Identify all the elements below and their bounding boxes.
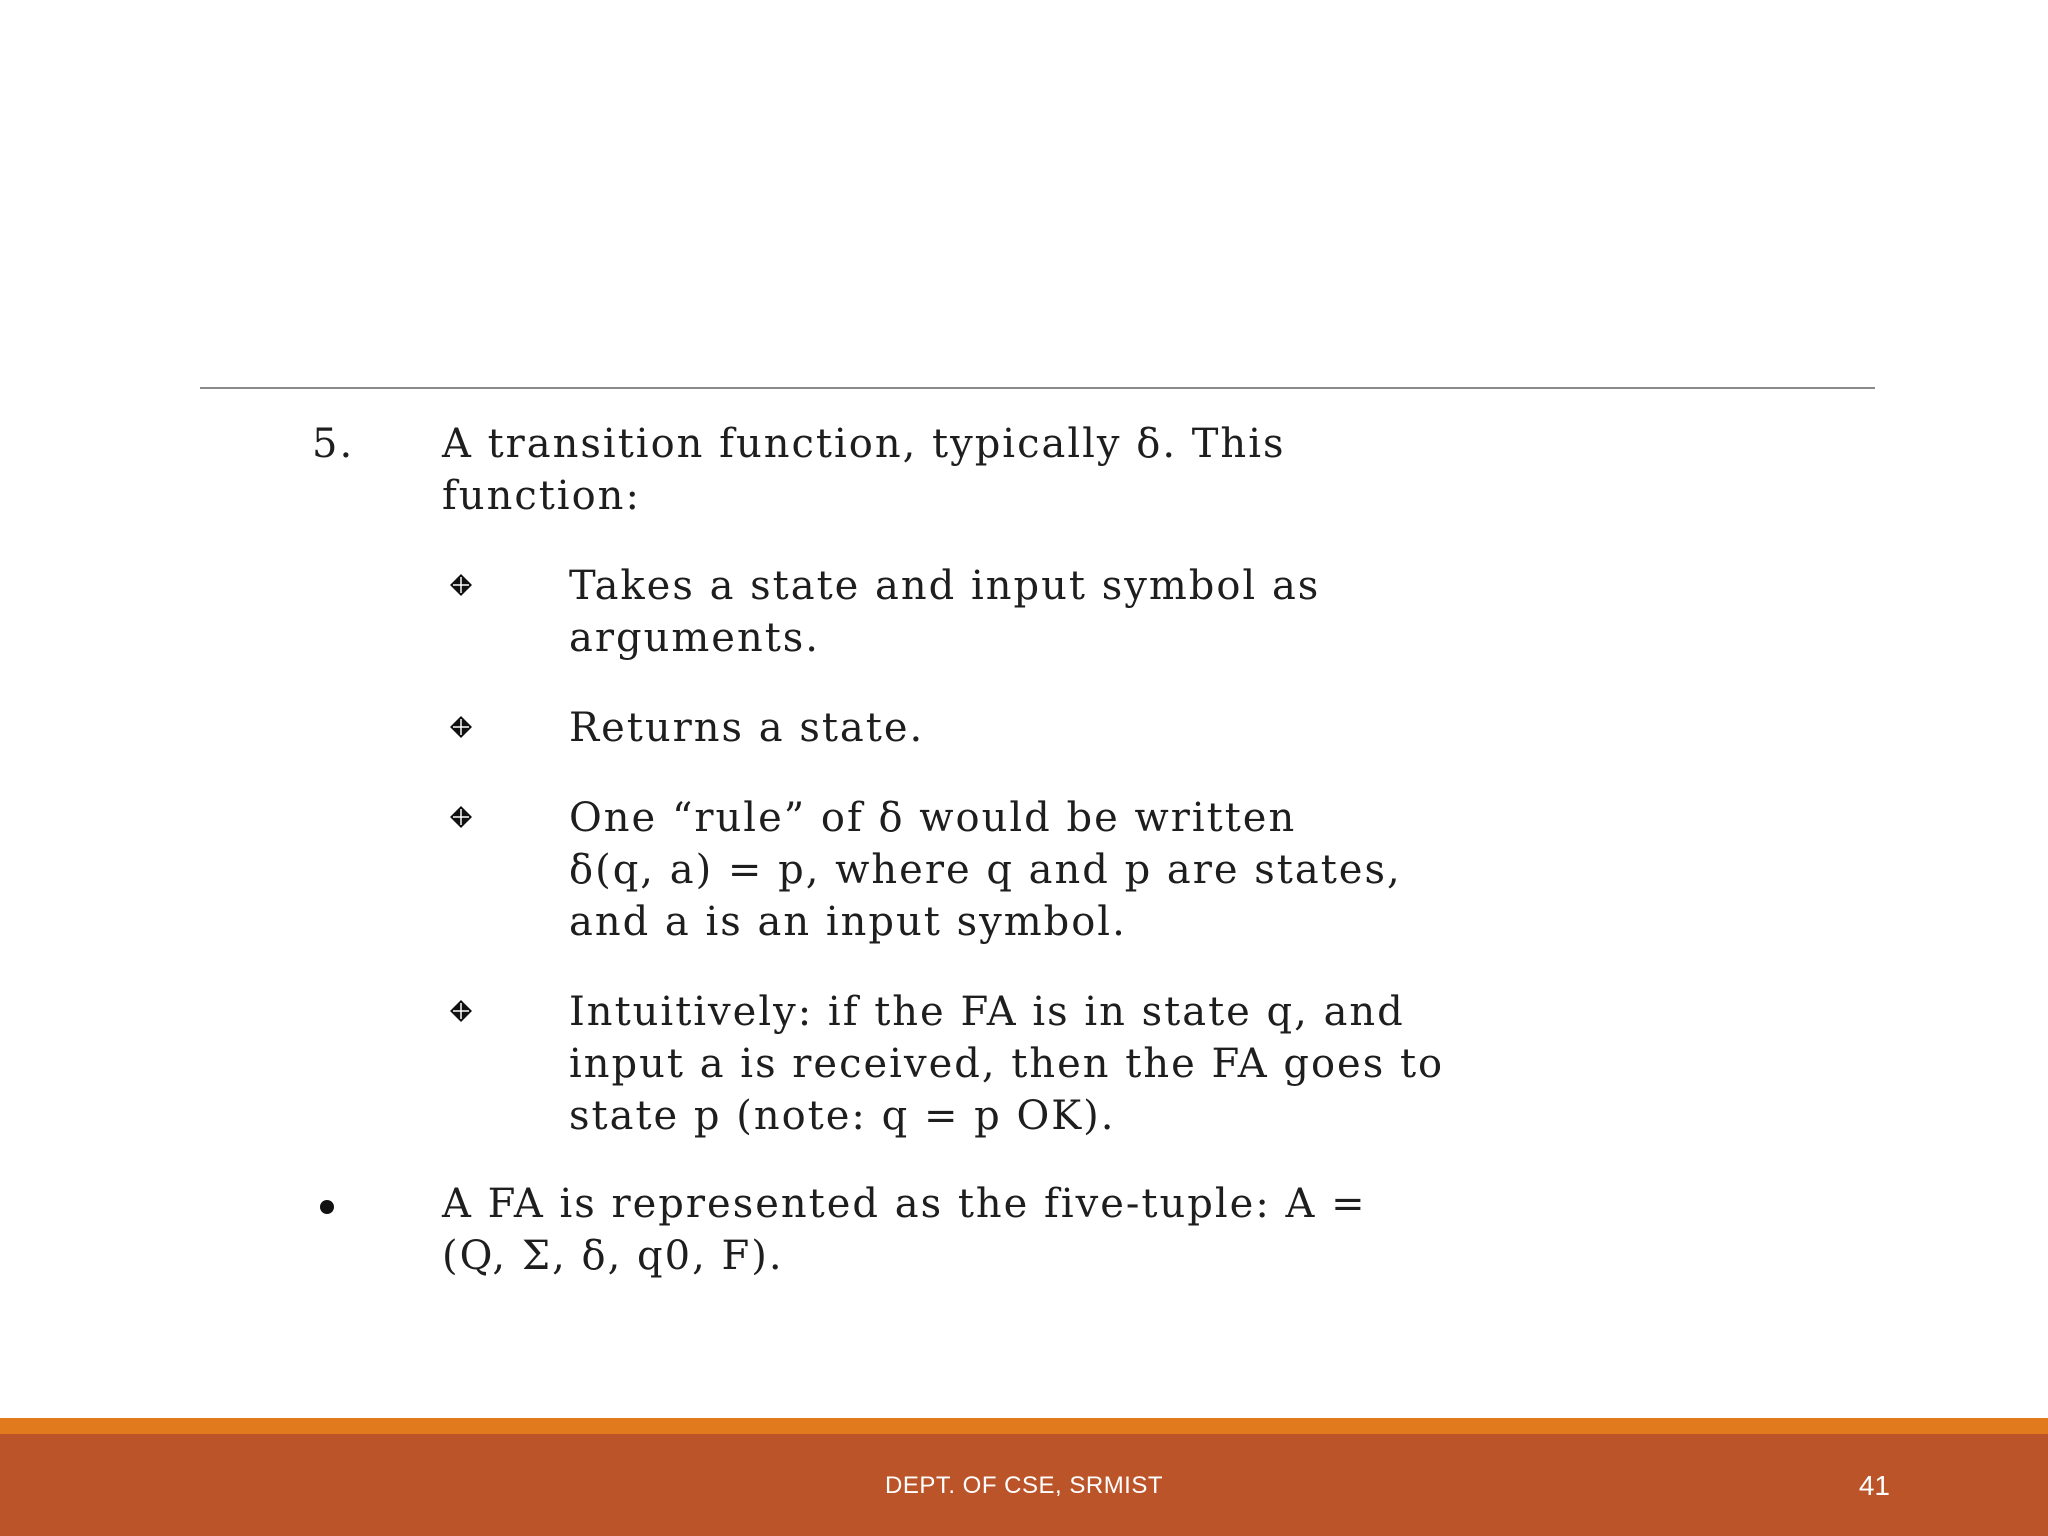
sub-bullet-2 — [442, 702, 1700, 754]
item-number: 5. — [312, 421, 355, 467]
sub-bullet-3-line-3: and a is an input symbol. — [569, 899, 1127, 945]
sub-bullet-1 — [442, 560, 1700, 664]
page-number: 41 — [1858, 1470, 1890, 1501]
diamond-bullet-icon — [450, 716, 472, 738]
sub-bullet-3 — [442, 792, 1700, 948]
sub-bullet-4-line-2: input a is received, then the FA goes to — [569, 1041, 1445, 1087]
footer-accent-stripe — [0, 1418, 2048, 1434]
sub-bullet-3-line-1: One “rule” of δ would be written — [569, 795, 1297, 841]
diamond-bullet-icon — [450, 1000, 472, 1022]
sub-bullet-4-line-3: state p (note: q = p OK). — [569, 1093, 1116, 1139]
sub-bullet-1-line-1: Takes a state and input symbol as — [569, 563, 1321, 609]
item-5-line-2: function: — [442, 473, 641, 519]
sub-bullet-1-line-2: arguments. — [569, 615, 821, 661]
five-tuple-item — [300, 1178, 1700, 1282]
slide-content — [300, 418, 1700, 1318]
sub-bullet-4 — [442, 986, 1700, 1142]
definition-item-5 — [300, 418, 1700, 1142]
bullet-dot-icon — [320, 1200, 334, 1214]
sub-bullet-3-line-2: δ(q, a) = p, where q and p are states, — [569, 847, 1402, 893]
diamond-bullet-icon — [450, 806, 472, 828]
footer-department-text: DEPT. OF CSE, SRMIST — [884, 1472, 1164, 1499]
header-divider — [200, 387, 1875, 389]
item-5-line-1: A transition function, typically δ. This — [442, 421, 1286, 467]
five-tuple-line-2: (Q, Σ, δ, q0, F). — [442, 1233, 784, 1279]
sub-bullet-2-line-1: Returns a state. — [569, 705, 925, 751]
five-tuple-line-1: A FA is represented as the five-tuple: A = — [442, 1181, 1367, 1227]
sub-bullet-4-line-1: Intuitively: if the FA is in state q, and — [569, 989, 1405, 1035]
diamond-bullet-icon — [450, 574, 472, 596]
